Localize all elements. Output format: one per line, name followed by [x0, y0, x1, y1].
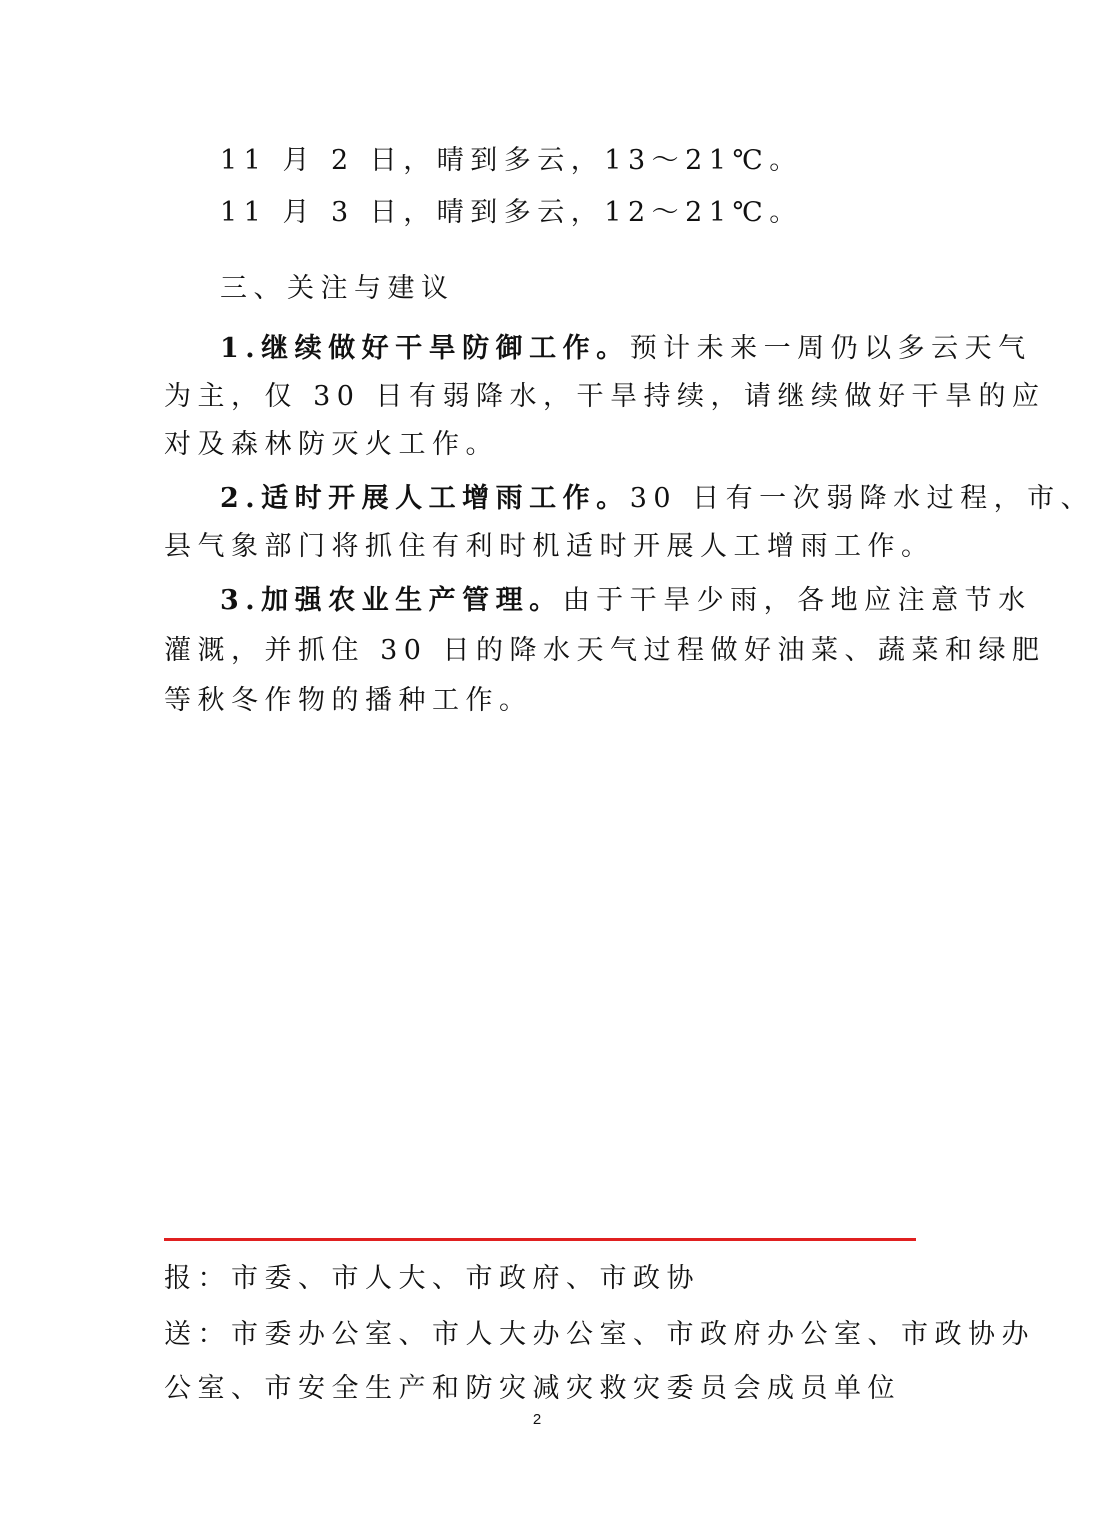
suggestion-2-line-1 — [220, 472, 1094, 526]
suggestion-3-line-3: 等秋冬作物的播种工作。 — [164, 685, 533, 716]
suggestion-1-line-2: 为主，仅 30 日有弱降水，干旱持续，请继续做好干旱的应 — [164, 381, 1046, 412]
suggestion-1-line-3: 对及森林防灭火工作。 — [164, 429, 499, 460]
suggestion-3-line-1 — [220, 574, 1032, 628]
suggestion-1-text: 预计未来一周仍以多云天气 — [629, 333, 1032, 364]
suggestion-2-title: 2.适时开展人工增雨工作。 — [220, 483, 630, 514]
suggestion-3-text: 由于干旱少雨，各地应注意节水 — [562, 585, 1032, 616]
suggestion-2-line-2: 县气象部门将抓住有利时机适时开展人工增雨工作。 — [164, 531, 935, 562]
suggestion-2-text: 30 日有一次弱降水过程，市、 — [629, 483, 1094, 514]
section-heading: 三、关注与建议 — [220, 273, 455, 304]
forecast-line-nov-2: 11 月 2 日，晴到多云，13～21℃。 — [220, 145, 803, 176]
report-to-line: 报：市委、市人大、市政府、市政协 — [164, 1263, 700, 1294]
suggestion-3-line-2: 灌溉，并抓住 30 日的降水天气过程做好油菜、蔬菜和绿肥 — [164, 635, 1046, 666]
suggestion-1-line-1 — [220, 322, 1032, 376]
red-divider — [164, 1238, 916, 1241]
send-to-line-2: 公室、市安全生产和防灾减灾救灾委员会成员单位 — [164, 1373, 901, 1404]
page-number: 2 — [532, 1411, 542, 1428]
send-to-line-1: 送：市委办公室、市人大办公室、市政府办公室、市政协办 — [164, 1319, 1035, 1350]
suggestion-1-title: 1.继续做好干旱防御工作。 — [220, 333, 630, 364]
forecast-line-nov-3: 11 月 3 日，晴到多云，12～21℃。 — [220, 197, 803, 228]
suggestion-3-title: 3.加强农业生产管理。 — [220, 585, 563, 616]
